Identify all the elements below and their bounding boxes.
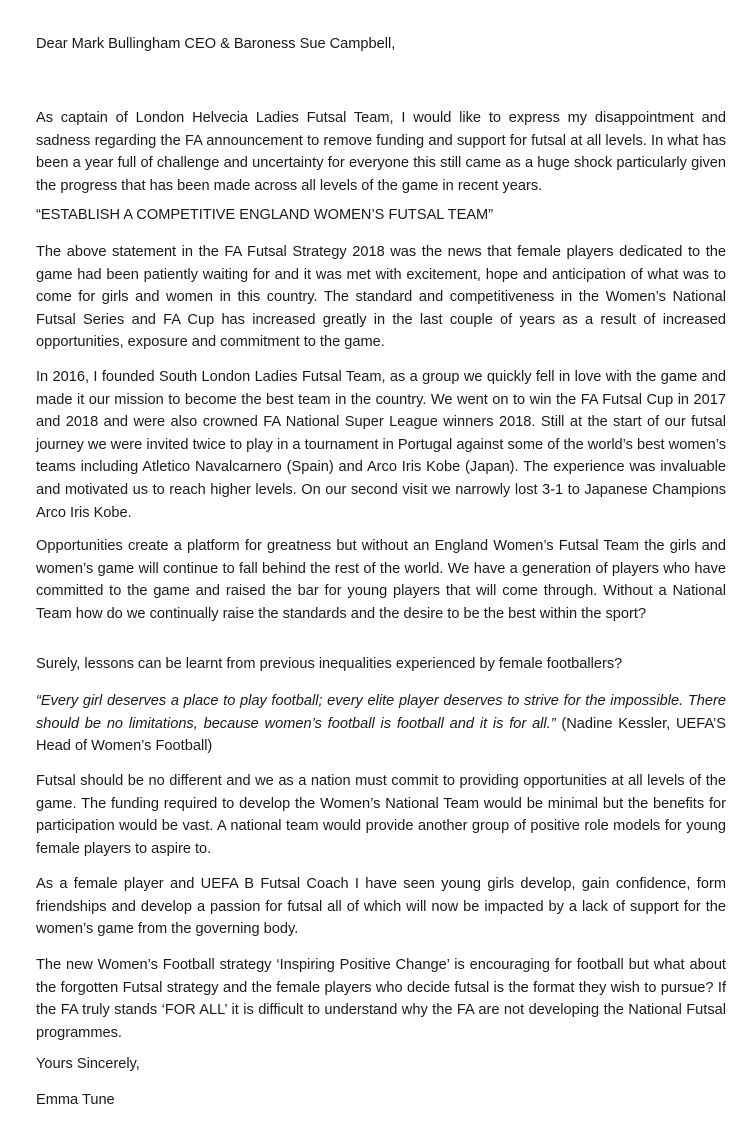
quote-attribution: (Nadine Kessler, UEFA’S Head of Women’s Football) xyxy=(36,715,726,755)
paragraph-lessons: Surely, lessons can be learnt from previous inequalities experienced by female footballers? xyxy=(36,656,623,672)
paragraph-team-history: In 2016, I founded South London Ladies Futsal Team, as a group we quickly fell in love with the game and made it our mission to become the best team in the country. We went on to win the FA Futsal Cup in 2017 and 2018 and were also crowned FA National Super League winners 2018. Still at the start of our futsal journey we were invited twice to play in a tournament in Portugal against some of the world’s best women’s teams including Atletico Navalcarnero (Spain) and Arco Iris Kobe (Japan). The experience was invaluable and motivated us to reach higher levels. On our second visit we narrowly lost 3-1 to Japanese Champions Arco Iris Kobe. xyxy=(36,369,726,521)
paragraph-opportunities: Opportunities create a platform for greatness but without an England Women’s Futsal Team the girls and women’s game will continue to fall behind the rest of the world. We have a generation of players who have committed to the game and raised the bar for young players that will come through. Without a National Team how do we continually raise the standards and the desire to be the best within the sport? xyxy=(36,538,726,622)
signature-name: Emma Tune xyxy=(36,1092,115,1108)
salutation: Dear Mark Bullingham CEO & Baroness Sue Campbell, xyxy=(36,36,396,52)
paragraph-nation-commitment: Futsal should be no different and we as a nation must commit to providing opportunities at all levels of the game. The funding required to develop the Women’s National Team would be minimal but the benefits for participation would be vast. A national team would provide another group of positive role models for young female players to aspire to. xyxy=(36,773,726,857)
paragraph-quote xyxy=(36,690,726,758)
strategy-statement-heading: “ESTABLISH A COMPETITIVE ENGLAND WOMEN’S FUTSAL TEAM” xyxy=(36,207,494,223)
closing: Yours Sincerely, xyxy=(36,1056,140,1072)
kessler-quote: “Every girl deserves a place to play football; every elite player deserves to strive for the impossible. There should be no limitations, because women’s football is football and it is for all.” xyxy=(36,693,726,732)
paragraph-intro: As captain of London Helvecia Ladies Futsal Team, I would like to express my disappointment and sadness regarding the FA announcement to remove funding and support for futsal at all levels. In what has been a year full of challenge and uncertainty for everyone this still came as a huge shock particularly given the progress that has been made across all levels of the game in recent years. xyxy=(36,110,726,194)
paragraph-futsal-strategy: The above statement in the FA Futsal Strategy 2018 was the news that female players dedicated to the game had been patiently waiting for and it was met with excitement, hope and anticipation of what was to come for girls and women in this country. The standard and competitiveness in the Women’s National Futsal Series and FA Cup has increased greatly in the last couple of years as a result of increased opportunities, exposure and commitment to the game. xyxy=(36,244,726,351)
paragraph-womens-strategy: The new Women’s Football strategy ‘Inspiring Positive Change’ is encouraging for football but what about the forgotten Futsal strategy and the female players who decide futsal is the format they wish to pursue? If the FA truly stands ‘FOR ALL’ it is difficult to understand why the FA are not developing the National Futsal programmes. xyxy=(36,957,726,1041)
paragraph-coach-perspective: As a female player and UEFA B Futsal Coach I have seen young girls develop, gain confidence, form friendships and develop a passion for futsal all of which will now be impacted by a lack of support for the women’s game from the governing body. xyxy=(36,876,726,938)
